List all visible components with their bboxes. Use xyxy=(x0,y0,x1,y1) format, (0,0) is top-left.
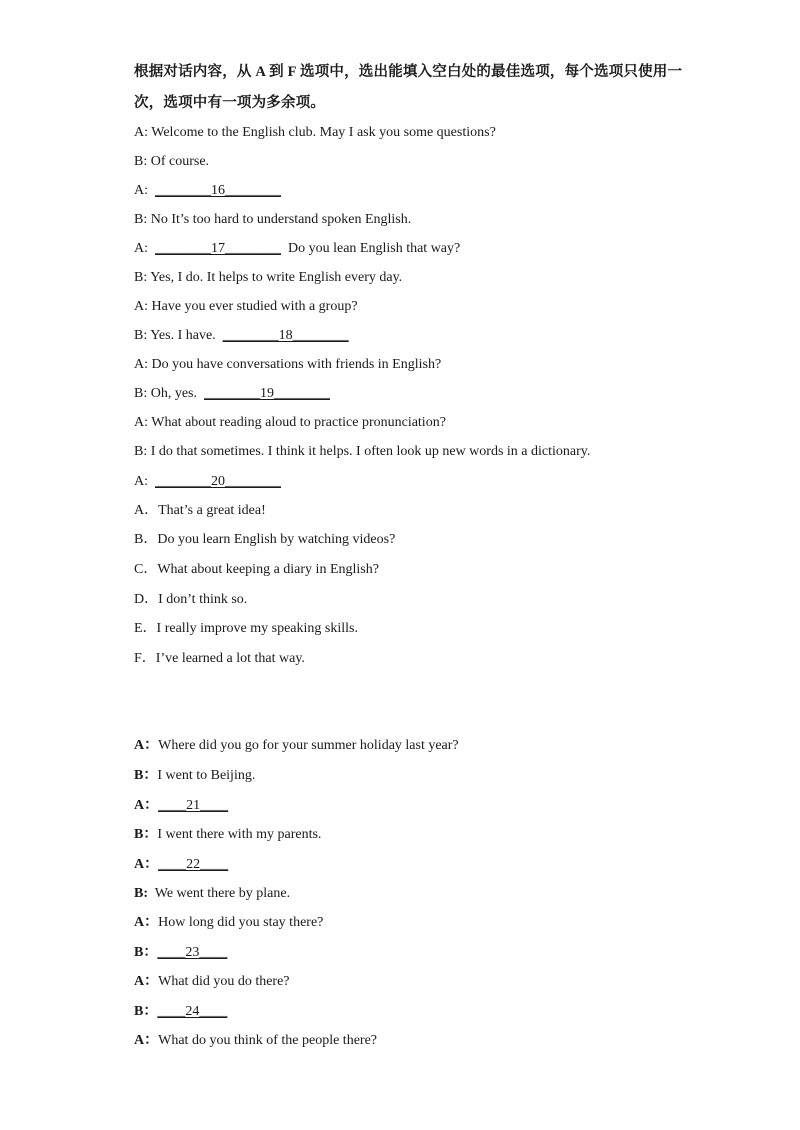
option-b: B．Do you learn English by watching videos? xyxy=(134,532,396,547)
dialogue-line xyxy=(134,973,290,991)
dialogue-text: Where did you go for your summer holiday last year? xyxy=(158,738,459,753)
dialogue-line: A: What about reading aloud to practice pronunciation? xyxy=(134,415,446,430)
speaker-label: A: xyxy=(134,241,155,256)
dialogue-line xyxy=(134,1032,377,1050)
dialogue-line xyxy=(134,473,281,491)
dialogue-text: B: Oh, yes. xyxy=(134,386,204,401)
dialogue-line xyxy=(134,327,349,345)
blank-22: ____22____ xyxy=(158,857,229,872)
dialogue-line xyxy=(134,826,321,844)
dialogue-text: We went there by plane. xyxy=(148,886,291,901)
blank-20: ________20________ xyxy=(155,474,281,489)
blank-16: ________16________ xyxy=(155,183,281,198)
speaker-label: B： xyxy=(134,768,158,783)
dialogue-line: A: Have you ever studied with a group? xyxy=(134,299,358,314)
dialogue-line xyxy=(134,885,290,903)
dialogue-line xyxy=(134,182,281,200)
blank-19: ________19________ xyxy=(204,386,330,401)
speaker-label: A： xyxy=(134,857,159,872)
dialogue-line: B: I do that sometimes. I think it helps. I often look up new words in a dictionary. xyxy=(134,444,591,459)
dialogue-line xyxy=(134,856,228,874)
dialogue-text: What do you think of the people there? xyxy=(158,1033,377,1048)
blank-24: ____24____ xyxy=(157,1004,228,1019)
dialogue-line xyxy=(134,385,330,403)
speaker-label: A： xyxy=(134,738,159,753)
dialogue-line xyxy=(134,240,460,258)
speaker-label: A： xyxy=(134,974,159,989)
dialogue-text: B: Yes. I have. xyxy=(134,328,223,343)
dialogue-text: How long did you stay there? xyxy=(158,915,324,930)
dialogue-text: I went there with my parents. xyxy=(157,827,322,842)
option-d: D．I don’t think so. xyxy=(134,592,248,607)
blank-18: ________18________ xyxy=(222,328,349,343)
speaker-label: A： xyxy=(134,798,159,813)
option-c: C．What about keeping a diary in English? xyxy=(134,562,379,577)
speaker-label: A： xyxy=(134,1033,159,1048)
option-f: F．I’ve learned a lot that way. xyxy=(134,651,305,666)
dialogue-text: I went to Beijing. xyxy=(157,768,256,783)
dialogue-line: B: Yes, I do. It helps to write English every day. xyxy=(134,270,403,285)
instruction-line-2: 次，选项中有一项为多余项。 xyxy=(134,95,326,111)
dialogue-text: What did you do there? xyxy=(158,974,290,989)
dialogue-line xyxy=(134,914,323,932)
option-a: A．That’s a great idea! xyxy=(134,503,266,518)
dialogue-line: B: No It’s too hard to understand spoken English. xyxy=(134,212,412,227)
speaker-label: B: xyxy=(134,886,148,901)
speaker-label: A： xyxy=(134,915,159,930)
speaker-label: B： xyxy=(134,1004,158,1019)
blank-17: ________17________ xyxy=(155,241,281,256)
dialogue-line xyxy=(134,797,228,815)
speaker-label: B： xyxy=(134,945,158,960)
dialogue-line xyxy=(134,767,255,785)
dialogue-line xyxy=(134,1003,227,1021)
dialogue-line xyxy=(134,944,227,962)
instruction-line-1: 根据对话内容，从 A 到 F 选项中，选出能填入空白处的最佳选项，每个选项只使用一 xyxy=(134,64,683,80)
speaker-label: A: xyxy=(134,183,155,198)
dialogue-line: A: Welcome to the English club. May I ask you some questions? xyxy=(134,125,496,140)
dialogue-line: B: Of course. xyxy=(134,154,210,169)
option-e: E．I really improve my speaking skills. xyxy=(134,621,358,636)
dialogue-line: A: Do you have conversations with friends in English? xyxy=(134,357,442,372)
speaker-label: B： xyxy=(134,827,158,842)
speaker-label: A: xyxy=(134,474,155,489)
blank-23: ____23____ xyxy=(157,945,228,960)
dialogue-line xyxy=(134,737,459,755)
dialogue-text: Do you lean English that way? xyxy=(281,241,461,256)
blank-21: ____21____ xyxy=(158,798,229,813)
